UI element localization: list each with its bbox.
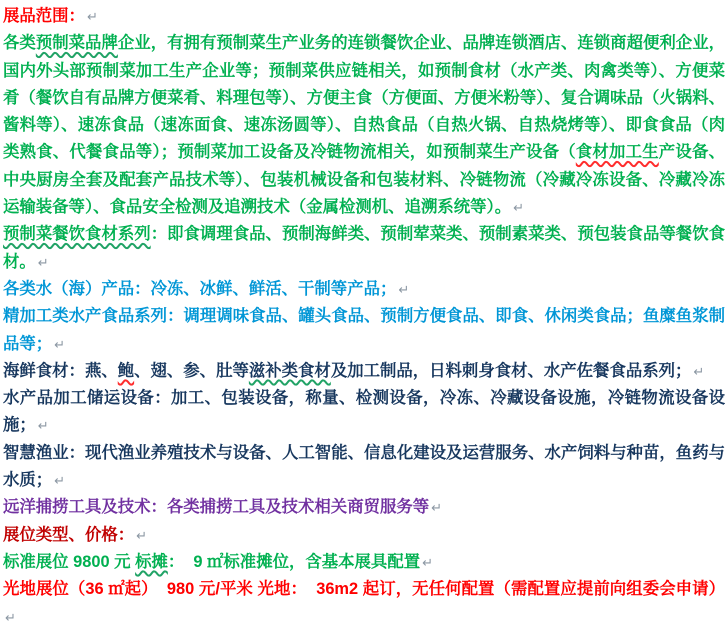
text-segment: 各类水（海）产品：冷冻、冰鲜、鲜活、干制等产品； [3, 279, 397, 298]
text-segment: 产设备、中央厨房全套及配套产品技术等）、包装机械设备和包装材料、冷链物流（冷藏冷冻设备、冷藏冷冻运输装备等）、食品安全检测及追溯技术（金属检测机、追溯系统等）。 [3, 143, 725, 217]
text-segment: 企业，有拥有预制菜生产业务的连锁餐饮企业、品牌连锁酒店、连锁商超便利企业，国内外头部预制菜加工生产企业等；预制菜供应链相关，如预制食材（水产类、肉禽类等）、方便菜肴（餐饮自有品牌方便菜肴、料理包等）、方便主食（方便面、方便米粉等）、复合调味品（火锅料、酱料等）、速冻食品（速冻面食、速冻汤圆等）、自热食品（自热火锅、自热烧烤等）、即食食品（肉类熟食、代餐食品等）；预制菜加工设备及冷链物流相关，如预制菜生产设备（ [3, 34, 726, 162]
paragraph-return-mark-icon: ↵ [431, 500, 443, 516]
paragraph-fishing-tools [3, 494, 725, 521]
paragraph-processing-storage-equipment [3, 385, 725, 440]
paragraph-return-mark-icon: ↵ [513, 200, 525, 216]
paragraph-standard-booth-price [3, 549, 725, 576]
text-segment: 光地展位（36 ㎡起） 980 元/平米 光地： 36m2 起订，无任何配置（需配置应提前向组委会申请） [3, 580, 725, 599]
spellcheck-flagged-text: 食材加工生 [575, 143, 659, 162]
paragraph-return-mark-icon: ↵ [398, 281, 410, 297]
text-segment: ： 9 ㎡标准摊位，含基本展具配置 [167, 552, 421, 571]
text-segment: 展品范围： [3, 7, 85, 25]
paragraph-return-mark-icon: ↵ [5, 609, 16, 625]
paragraph-raw-space-price [3, 576, 725, 631]
paragraph-aquatic-products [3, 276, 725, 303]
text-segment: 及加工制品，日料刺身食材、水产佐餐食品系列； [330, 361, 692, 380]
paragraph-prepared-food-series [3, 221, 725, 276]
spellcheck-flagged-text: 滋补类食材 [248, 361, 331, 380]
text-segment: 标准展位 9800 元 [3, 552, 136, 571]
text-segment: 、翅、参、肚等 [134, 361, 249, 380]
paragraph-smart-fishery [3, 440, 725, 495]
spellcheck-flagged-text: 预制菜餐饮食材系列 [3, 225, 151, 244]
paragraph-seafood-ingredients [3, 358, 725, 385]
spellcheck-flagged-text: 标摊 [135, 552, 168, 571]
text-segment: 各类 [3, 34, 36, 53]
paragraph-return-mark-icon: ↵ [136, 527, 148, 543]
heading-exhibit-scope [3, 3, 725, 30]
spellcheck-flagged-text: 鲍 [117, 361, 135, 380]
text-segment: 智慧渔业：现代渔业养殖技术与设备、人工智能、信息化建设及运营服务、水产饲料与种苗，鱼药与水质； [3, 443, 725, 490]
paragraph-return-mark-icon: ↵ [54, 336, 66, 352]
paragraph-exhibitor-categories [3, 30, 725, 221]
text-segment: ：即食调理食品、预制海鲜类、预制荤菜类、预制素菜类、预包装食品等餐饮食材。 [3, 225, 725, 271]
paragraph-return-mark-icon: ↵ [693, 363, 705, 379]
text-segment: 海鲜食材：燕、 [3, 361, 118, 380]
heading-booth-type-price [3, 522, 725, 549]
paragraph-processed-aquatic-food [3, 303, 725, 358]
paragraph-return-mark-icon: ↵ [37, 254, 49, 270]
spellcheck-flagged-text: 预制菜品牌 [35, 34, 118, 53]
text-segment: 精加工类水产食品系列：调理调味食品、罐头食品、预制方便食品、即食、休闲类食品；鱼糜鱼浆制品等； [3, 307, 725, 353]
text-segment: 展位类型、价格： [3, 525, 135, 544]
paragraph-return-mark-icon: ↵ [37, 418, 49, 434]
paragraph-return-mark-icon: ↵ [54, 473, 66, 489]
paragraph-return-mark-icon: ↵ [86, 9, 98, 24]
text-segment: 水产品加工储运设备：加工、包装设备，称量、检测设备，冷冻、冷藏设备设施，冷链物流设备设施； [3, 389, 725, 435]
text-segment: 远洋捕捞工具及技术：各类捕捞工具及技术相关商贸服务等 [3, 498, 430, 517]
paragraph-return-mark-icon: ↵ [422, 554, 434, 570]
